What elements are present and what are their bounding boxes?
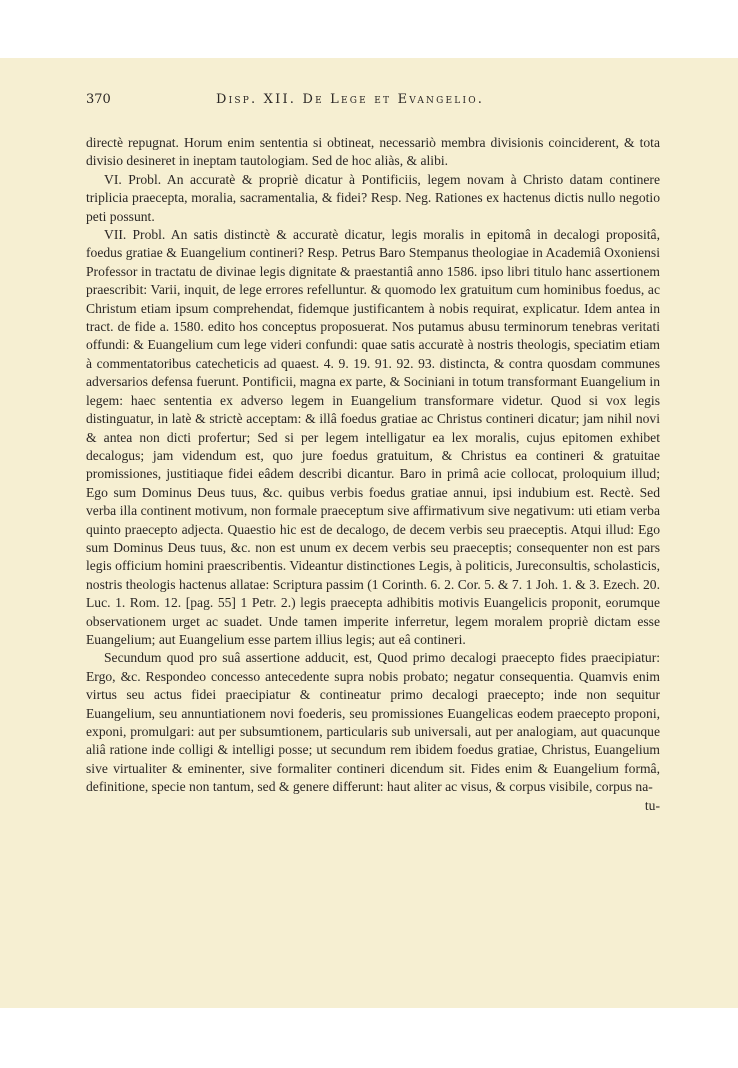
paragraph-secundum: Secundum quod pro suâ assertione adducit, est, Quod primo decalogi praecepto fides praecipiatur: Ergo, &c. Respondeo concesso antecedente supra nobis probato; negatur consequentia. Quamvis enim virtus seu actus fidei praecipiatur & contineatur primo decalogi praecepto; inde non sequitur Euangelium, seu annuntiationem novi foederis, seu promissiones Euangelicas eodem praecepto proponi, exponi, promulgari: aut per subsumtionem, particularis sub universali, aut per analogiam, aut quacunque aliâ ratione inde colligi & intelligi posse; ut secundum rem ibidem foedus gratiae, Christus, Euangelium sive virtualiter & eminenter, sive formaliter contineri dicendum sit. Fides enim & Euangelium formâ, definitione, specie non tantum, sed & genere differunt: haut aliter ac visus, & corpus visibile, corpus na-: [86, 650, 660, 795]
page-body: [86, 134, 660, 815]
catchword: tu-: [644, 797, 660, 813]
paragraph-problem-vi: VI. Probl. An accuratè & propriè dicatur à Pontificiis, legem novam à Christo datam continere triplicia praecepta, moralia, sacramentalia, & fidei? Resp. Neg. Rationes ex hactenus dictis nullo negotio peti possunt.: [86, 171, 660, 224]
running-title: Disp. XII. De Lege et Evangelio.: [216, 92, 485, 107]
paragraph-continuation: directè repugnat. Horum enim sententia si obtineat, necessariò membra divisionis coinciderent, & tota divisio desineret in ineptam tautologiam. Sed de hoc aliàs, & alibi.: [86, 135, 660, 169]
paragraph-problem-vii: VII. Probl. An satis distinctè & accuratè dicatur, legis moralis in epitomâ in decalogi propositâ, foedus gratiae & Euangelium contineri? Resp. Petrus Baro Stempanus theologiae in Academiâ Oxoniensi Professor in tractatu de divinae legis dignitate & praestantiâ anno 1586. ipso libri titulo hanc assertionem praescribit: Varii, inquit, de lege errores refelluntur. & quomodo lex gratuitum cum hominibus foedus, ac Christum etiam ipsum comprehendat, fidemque justificantem à nobis requirat, explicatur. Idem antea in tract. de fide a. 1580. edito hos conceptus proposuerat. Nos putamus abusu terminorum tenebras veritati offundi: & Euangelium cum lege videri confundi: quae satis accuratè à nostris theologis, speciatim etiam à commentatoribus catecheticis ad quaest. 4. 9. 19. 91. 92. 93. distincta, & contra quosdam communes adversarios defensa fuerunt. Pontificii, magna ex parte, & Sociniani in totum transformant Euangelium in legem: haec sententia ex adverso legem in Euangelium transformare videtur. Quod si vox legis distinguatur, in latè & strictè acceptam: & illâ foedus gratiae ac Christus contineri dicatur; jam nihil novi & antea non dicti profertur; Sed si per legem intelligatur ea lex moralis, cujus epitomen exhibet decalogus; jam videndum est, quo jure foedus gratuitum, & Christus ea contineri & gratuitae promissiones, justitiaque fidei eâdem describi dicantur. Baro in primâ acie collocat, proloquium illud; Ego sum Dominus Deus tuus, &c. quibus verbis foedus gratiae annui, ipsi indubium est. Rectè. Sed verba illa continent motivum, non formale praeceptum sive affirmativum sive negativum: uti etiam verba quinto praecepto adjecta. Quaestio hic est de decalogo, de decem verbis seu praeceptis. Atqui illud: Ego sum Dominus Deus tuus, &c. non est unum ex decem verbis seu praeceptis; consequenter non est pars legis officium homini praescribentis. Videantur distinctiones Legis, à politicis, Jureconsultis, scholasticis, nostris theologis hactenus allatae: Scriptura passim (1 Corinth. 6. 2. Cor. 5. & 7. 1 Joh. 1. & 3. Ezech. 20. Luc. 1. Rom. 12. [pag. 55] 1 Petr. 2.) legis praecepta adhibitis motivis Euangelicis proponit, eorumque observationem urget ac suadet. Unde tamen imperite inferretur, legem moralem propriè dictam esse Euangelium; aut Euangelium esse partem illius legis; aut eâ contineri.: [86, 227, 660, 647]
page-header: [86, 92, 660, 112]
page-number: 370: [86, 92, 111, 107]
book-page: [0, 58, 738, 1008]
